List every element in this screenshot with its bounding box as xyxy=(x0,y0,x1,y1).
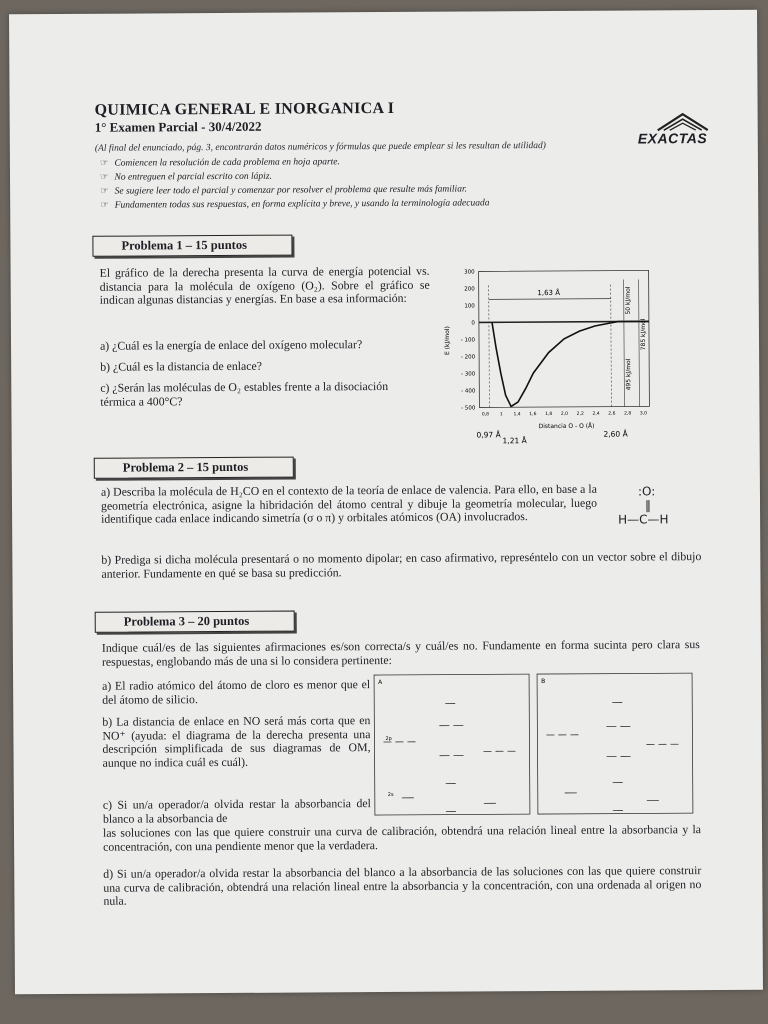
y-tick-label: - 100 xyxy=(460,337,476,344)
problem2-question-b: b) Prediga si dicha molécula presentará o no momento dipolar; en caso afirmativo, represéntelo con un vector sobre el dibujo anterior. Fundamente en qué se basa su predicción. xyxy=(101,549,702,581)
x-right-label: 2,60 Å xyxy=(603,429,628,439)
mo-levels-b xyxy=(546,702,679,811)
panel-a-label: A xyxy=(378,679,383,687)
problem1-question-a: a) ¿Cuál es la energía de enlace del oxígeno molecular? xyxy=(99,337,363,353)
y-axis-label: E (kJ/mol) xyxy=(443,326,452,356)
problem1-heading: Problema 1 – 15 puntos xyxy=(92,235,292,257)
problem2-heading: Problema 2 – 15 puntos xyxy=(94,457,294,479)
panel-b-label: B xyxy=(541,678,546,686)
problem1-question-c: c) ¿Serán las moléculas de O₂ estables frente a la disociación térmica a 400°C? xyxy=(100,378,389,409)
problem3-heading: Problema 3 – 20 puntos xyxy=(95,611,295,633)
exam-subtitle: 1° Examen Parcial - 30/4/2022 xyxy=(94,118,262,135)
problem3-statement-c-end: las soluciones con las que quiere construir una curva de calibración, obtendrá una relación lineal entre la absorbancia y la concentración, con una pendiente menor que la verdadera. xyxy=(102,822,702,854)
pointing-hand-icon: ☞ xyxy=(100,186,109,197)
pointing-hand-icon: ☞ xyxy=(99,158,109,169)
mo-panel-b xyxy=(537,673,693,814)
x-tick-label: 2,4 xyxy=(592,411,600,417)
x-tick-label: 3,0 xyxy=(639,411,648,417)
pointing-hand-icon: ☞ xyxy=(100,200,109,211)
label-2p: 2p xyxy=(385,735,392,743)
x-tick-label: 1,4 xyxy=(513,412,521,418)
y-tick-label: 0 xyxy=(471,320,475,327)
right-top-label: 50 kJ/mol xyxy=(624,286,632,315)
problem1-question-b: b) ¿Cuál es la distancia de enlace? xyxy=(100,358,263,374)
instruction-item: ☞ Fundamenten todas sus respuestas, en forma explícita y breve, y usando la terminología adecuada xyxy=(100,198,490,211)
y-tick-label: 200 xyxy=(464,286,475,293)
mo-levels-a xyxy=(383,703,516,812)
problem2-question-a: a) Describa la molécula de H₂CO en el contexto de la teoría de enlace de valencia. Para ello, en base a la geometría electrónica, asigne la hibridación del átomo central y dibuje la geometría molecular, luego identifique cada enlace indicando simetría (σ o π) y orbitales atómicos (OA) involucrados. xyxy=(100,481,598,526)
x-tick-label: 1 xyxy=(499,412,503,418)
x-axis-label: Distancia O - O (Å) xyxy=(538,422,595,431)
instruction-list xyxy=(100,153,720,213)
problem3-statement-b: b) La distancia de enlace en NO será más corta que en NO⁺ (ayuda: el diagrama de la derecha presenta una descripción simplificada de sus diagramas de OM, aunque no indica cuál es cuál). xyxy=(102,713,371,770)
x-tick-label: 0,8 xyxy=(481,412,490,418)
mo-panel-a xyxy=(374,674,530,815)
problem3-statement-c-start: c) Si un/a operador/a olvida restar la absorbancia del blanco a la absorbancia de xyxy=(102,796,371,826)
double-bond: ‖ xyxy=(644,498,652,513)
problem3-statement-a: a) El radio atómico del átomo de cloro es menor que el del átomo de silicio. xyxy=(102,677,371,707)
h-c-h-chain: H—C—H xyxy=(618,512,669,527)
x-tick-label: 1,8 xyxy=(545,411,553,418)
y-tick-label: 300 xyxy=(464,269,475,276)
mo-diagram xyxy=(373,672,694,816)
right-far-label: 785 kJ/mol xyxy=(639,318,648,351)
pointing-hand-icon: ☞ xyxy=(99,172,109,183)
x-tick-label: 2,2 xyxy=(576,411,584,417)
formaldehyde-structure xyxy=(602,480,682,540)
x-min-label: 1,21 Å xyxy=(502,436,527,446)
right-mid-label: 495 kJ/mol xyxy=(625,358,633,391)
problem3-statement-d: d) Si un/a operador/a olvida restar la absorbancia del blanco a la absorbancia de las soluciones con las que quiere construir una curva de calibración, obtendrá una relación lineal entre la absorbancia y la concentración, con una ordenada al origen no nula. xyxy=(103,863,702,908)
label-2s: 2s xyxy=(387,791,394,798)
x-tick-label: 2,8 xyxy=(624,411,632,417)
problem3-intro: Indique cuál/es de las siguientes afirmaciones es/son correcta/s y cuál/es no. Fundamente en forma sucinta pero clara sus respuestas, englobando más de una si lo considera pertinente: xyxy=(101,637,700,669)
exam-title: QUIMICA GENERAL E INORGANICA I xyxy=(94,99,395,119)
y-tick-label: - 400 xyxy=(461,388,476,395)
x-tick-label: 1,6 xyxy=(529,412,537,418)
instruction-item: ☞ Se sugiere leer todo el parcial y comenzar por resolver el problema que resulte más familiar. xyxy=(100,184,467,197)
oxygen-atom: :O: xyxy=(637,484,656,499)
y-tick-label: - 500 xyxy=(461,405,476,412)
logo-text: EXACTAS xyxy=(637,130,708,147)
span-label: 1,63 Å xyxy=(537,288,561,298)
exam-note: (Al final del enunciado, pág. 3, encontrarán datos numéricos y fórmulas que puede emplear si les resultan de utilidad) xyxy=(94,141,546,154)
x-left-label: 0,97 Å xyxy=(476,430,501,440)
exam-sheet xyxy=(9,10,763,995)
y-tick-label: 100 xyxy=(464,303,475,310)
instruction-item: ☞ No entreguen el parcial escrito con lápiz. xyxy=(99,171,272,183)
y-tick-label: - 300 xyxy=(460,371,476,378)
instruction-item: ☞ Comiencen la resolución de cada problema en hoja aparte. xyxy=(99,157,340,169)
y-tick-label: - 200 xyxy=(460,354,476,361)
x-tick-label: 2,0 xyxy=(560,411,569,417)
potential-energy-chart xyxy=(441,264,652,445)
x-tick-label: 2,6 xyxy=(608,411,616,417)
problem1-intro: El gráfico de la derecha presenta la curva de energía potencial vs. distancia para la molécula de oxígeno (O₂). Sobre el gráfico se indican algunas distancias y energías. En base a esa información: xyxy=(99,263,430,307)
